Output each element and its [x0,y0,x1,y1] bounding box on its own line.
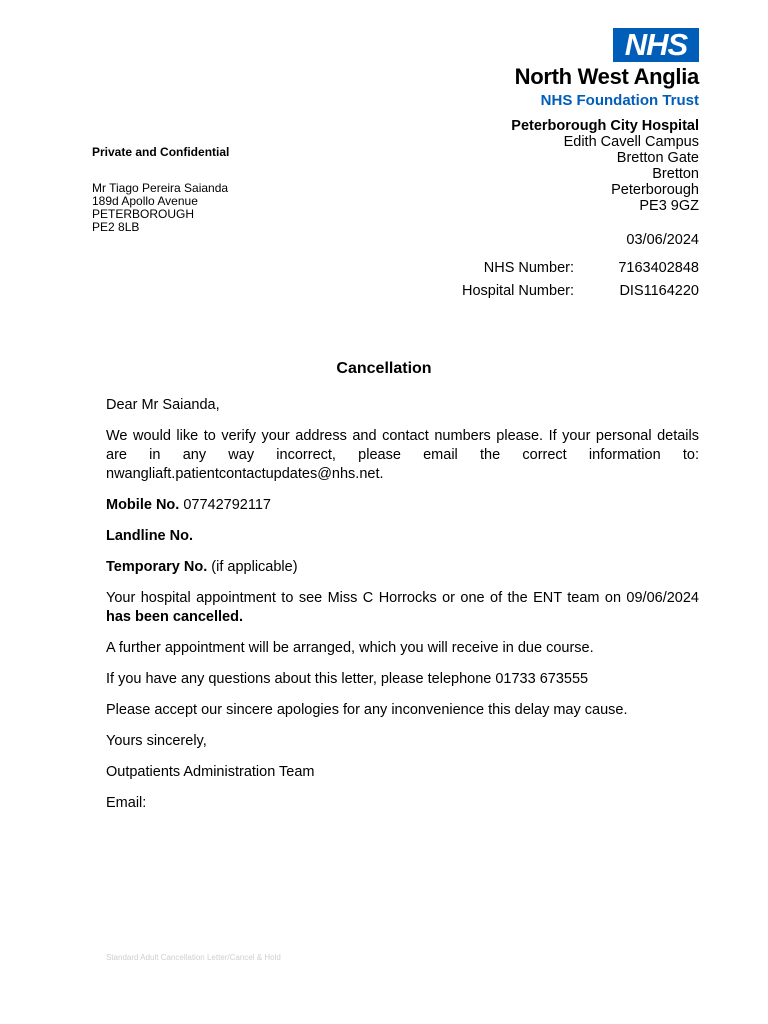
sender-address-line: Peterborough [611,182,699,198]
trust-name: North West Anglia [514,64,699,89]
hospital-name: Peterborough City Hospital [511,118,699,134]
apology-paragraph: Please accept our sincere apologies for any inconvenience this delay may cause. [106,702,628,718]
recipient-address [92,182,228,234]
letter-body [106,396,699,825]
nhs-number-row [0,260,768,278]
salutation: Dear Mr Saianda, [106,397,220,413]
recipient-street: 189d Apollo Avenue [92,194,198,208]
letter-date: 03/06/2024 [626,232,699,248]
sender-address-line: Bretton [652,166,699,182]
nhs-logo: NHS [613,28,699,62]
email-label: Email: [106,795,147,811]
sender-postcode: PE3 9GZ [639,198,699,214]
hospital-number-label: Hospital Number: [461,283,574,299]
verify-paragraph: We would like to verify your address and contact numbers please. If your personal details are in any way incorrect, please email the correct information to: nwangliaft.patientcontactupdates@nhs.net. [106,428,699,482]
trust-subtitle: NHS Foundation Trust [540,92,699,109]
temporary-note: (if applicable) [211,559,298,575]
footer-reference: Standard Adult Cancellation Letter/Cancel & Hold [106,953,281,962]
mobile-label: Mobile No. [106,497,180,513]
letter-heading: Cancellation [336,360,432,377]
landline-label: Landline No. [106,528,193,544]
appointment-status: has been cancelled. [106,609,244,625]
sender-address-line: Bretton Gate [616,150,699,166]
appointment-paragraph [106,589,699,627]
sender-address [511,118,699,214]
temporary-line [106,558,699,577]
temporary-label: Temporary No. [106,559,208,575]
recipient-town: PETERBOROUGH [92,207,195,221]
hospital-number-row [0,283,768,301]
landline-line [106,527,699,546]
nhs-number-value: 7163402848 [618,260,699,276]
closing: Yours sincerely, [106,733,207,749]
questions-paragraph: If you have any questions about this letter, please telephone 01733 673555 [106,671,589,687]
recipient-name: Mr Tiago Pereira Saianda [92,181,229,195]
appointment-text: Your hospital appointment to see Miss C Horrocks or one of the ENT team on 09/06/2024 [106,590,699,606]
recipient-postcode: PE2 8LB [92,220,140,234]
confidential-notice: Private and Confidential [92,145,230,159]
mobile-line [106,496,699,515]
signatory: Outpatients Administration Team [106,764,315,780]
mobile-value: 07742792117 [183,497,271,513]
sender-address-line: Edith Cavell Campus [563,134,699,150]
nhs-number-label: NHS Number: [483,260,574,276]
further-paragraph: A further appointment will be arranged, which you will receive in due course. [106,640,594,656]
hospital-number-value: DIS1164220 [619,283,699,299]
